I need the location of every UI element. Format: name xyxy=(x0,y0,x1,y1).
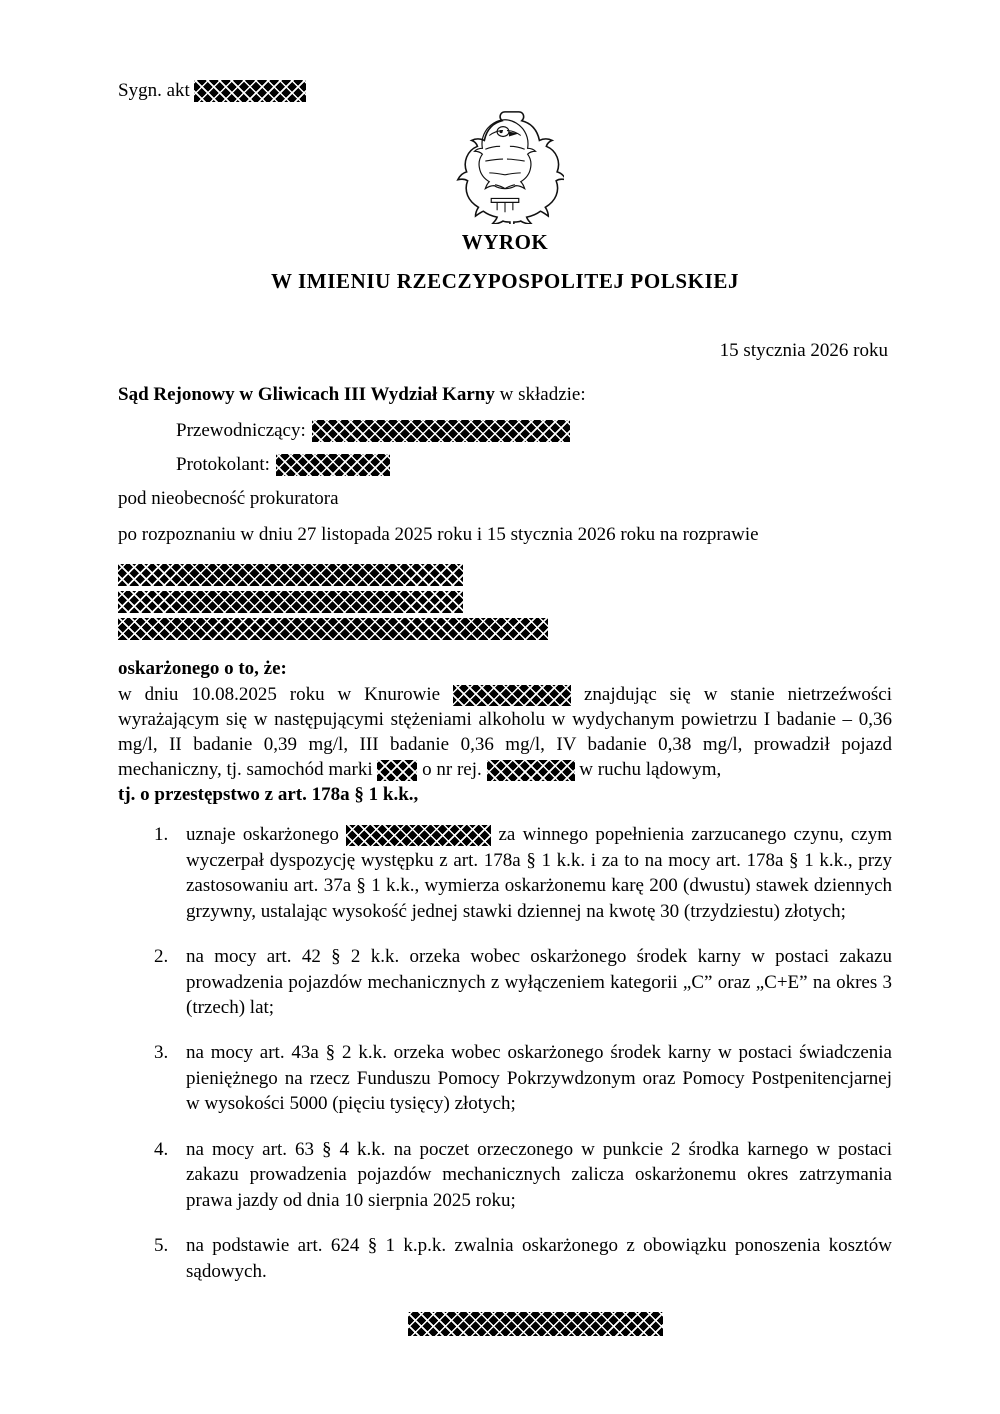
court-composition-line xyxy=(118,384,892,406)
redaction-case-number xyxy=(194,80,306,102)
redaction-car-make xyxy=(377,760,417,781)
document-subtitle: W IMIENIU RZECZYPOSPOLITEJ POLSKIEJ xyxy=(270,269,740,293)
redaction-party-2 xyxy=(118,591,463,613)
judgment-date: 15 stycznia 2026 roku xyxy=(719,340,888,361)
ruling-5-text: na podstawie art. 624 § 1 k.p.k. zwalnia oskarżonego z obowiązku ponoszenia kosztów sądowych. xyxy=(186,1235,892,1282)
redaction-accused-name xyxy=(346,825,491,846)
presiding-judge-label: Przewodniczący: xyxy=(176,420,306,441)
document-title: WYROK xyxy=(461,230,549,254)
redaction-party-1 xyxy=(118,564,463,586)
case-number-row xyxy=(118,80,892,102)
ruling-3-text: na mocy art. 43a § 2 k.k. orzeka wobec oskarżonego środek karny w postaci świadczenia pieniężnego na rzecz Funduszu Pomocy Pokrzywdzonym oraz Pomocy Postpenitencjarnej w wysokości 5000 (pięciu tysięcy) złotych; xyxy=(186,1042,892,1115)
charge-text-part-1: w dniu 10.08.2025 roku w Knurowie xyxy=(118,684,441,705)
redacted-party-line-1 xyxy=(118,564,892,586)
clerk-label: Protokolant: xyxy=(176,454,270,475)
prosecutor-absence-note: pod nieobecność prokuratora xyxy=(118,488,339,509)
redacted-party-line-2 xyxy=(118,591,892,613)
list-item xyxy=(146,944,892,1020)
list-item xyxy=(146,1040,892,1116)
ruling-1-prefix: uznaje oskarżonego xyxy=(186,824,339,846)
court-suffix: w składzie: xyxy=(494,384,586,405)
presiding-judge-row xyxy=(176,420,892,442)
list-item xyxy=(146,1233,892,1284)
charge-text-part-3: o nr rej. xyxy=(422,759,482,781)
clerk-row xyxy=(176,454,892,476)
redacted-party-block xyxy=(118,564,892,640)
charge-description xyxy=(118,682,892,782)
polish-eagle-emblem xyxy=(446,106,564,224)
rulings-list xyxy=(118,822,892,1284)
redaction-place-detail xyxy=(453,685,571,706)
redaction-clerk-name xyxy=(276,454,390,476)
court-name: Sąd Rejonowy w Gliwicach III Wydział Karny xyxy=(118,384,495,405)
signature-area xyxy=(118,1312,892,1336)
redaction-presiding-name xyxy=(312,420,570,442)
redaction-signature xyxy=(408,1312,663,1336)
redaction-plate-number xyxy=(487,760,575,781)
ruling-4-text: na mocy art. 63 § 4 k.k. na poczet orzeczonego w punkcie 2 środka karnego w postaci zakazu prowadzenia pojazdów mechanicznych zalicza oskarżonemu okres zatrzymania prawa jazdy od dnia 10 sierpnia 2025 roku; xyxy=(186,1138,892,1211)
list-item xyxy=(146,822,892,924)
redacted-party-line-3 xyxy=(118,618,892,640)
charge-text-part-4: w ruchu lądowym, xyxy=(579,759,722,781)
list-item xyxy=(146,1137,892,1213)
hearing-dates-line: po rozpoznaniu w dniu 27 listopada 2025 roku i 15 stycznia 2026 roku na rozprawie xyxy=(118,524,759,545)
accused-header: oskarżonego o to, że: xyxy=(118,658,287,679)
ruling-2-text: na mocy art. 42 § 2 k.k. orzeka wobec oskarżonego środek karny w postaci zakazu prowadzenia pojazdów mechanicznych z wyłączeniem kategorii „C” oraz „C+E” na okres 3 (trzech) lat; xyxy=(186,946,892,1019)
ruling-1-text: za winnego popełnienia zarzucanego czynu, czym wyczerpał dyspozycję występku z art. 178a § 1 k.k. i za to na mocy art. 178a § 1 k.k., przy zastosowaniu art. 37a § 1 k.k., wymierza oskarżonemu karę 200 (dwustu) stawek dziennych grzywny, ustalając wysokość jednej stawki dziennej na kwotę 30 (trzydziestu) złotych; xyxy=(186,824,893,922)
case-number-label: Sygn. akt xyxy=(118,80,190,101)
charge-text-part-2: znajdując się w stanie nietrzeźwości wyrażającym się w następującymi stężeniami alkoholu w wydychanym powietrzu I badanie – 0,36 mg/l, II badanie 0,39 mg/l, III badanie 0,36 mg/l, IV badanie 0,38 mg/l, prowadził pojazd mechaniczny, tj. samochód marki xyxy=(118,684,893,781)
redaction-party-3 xyxy=(118,618,548,640)
charge-legal-basis: tj. o przestępstwo z art. 178a § 1 k.k., xyxy=(118,784,419,806)
